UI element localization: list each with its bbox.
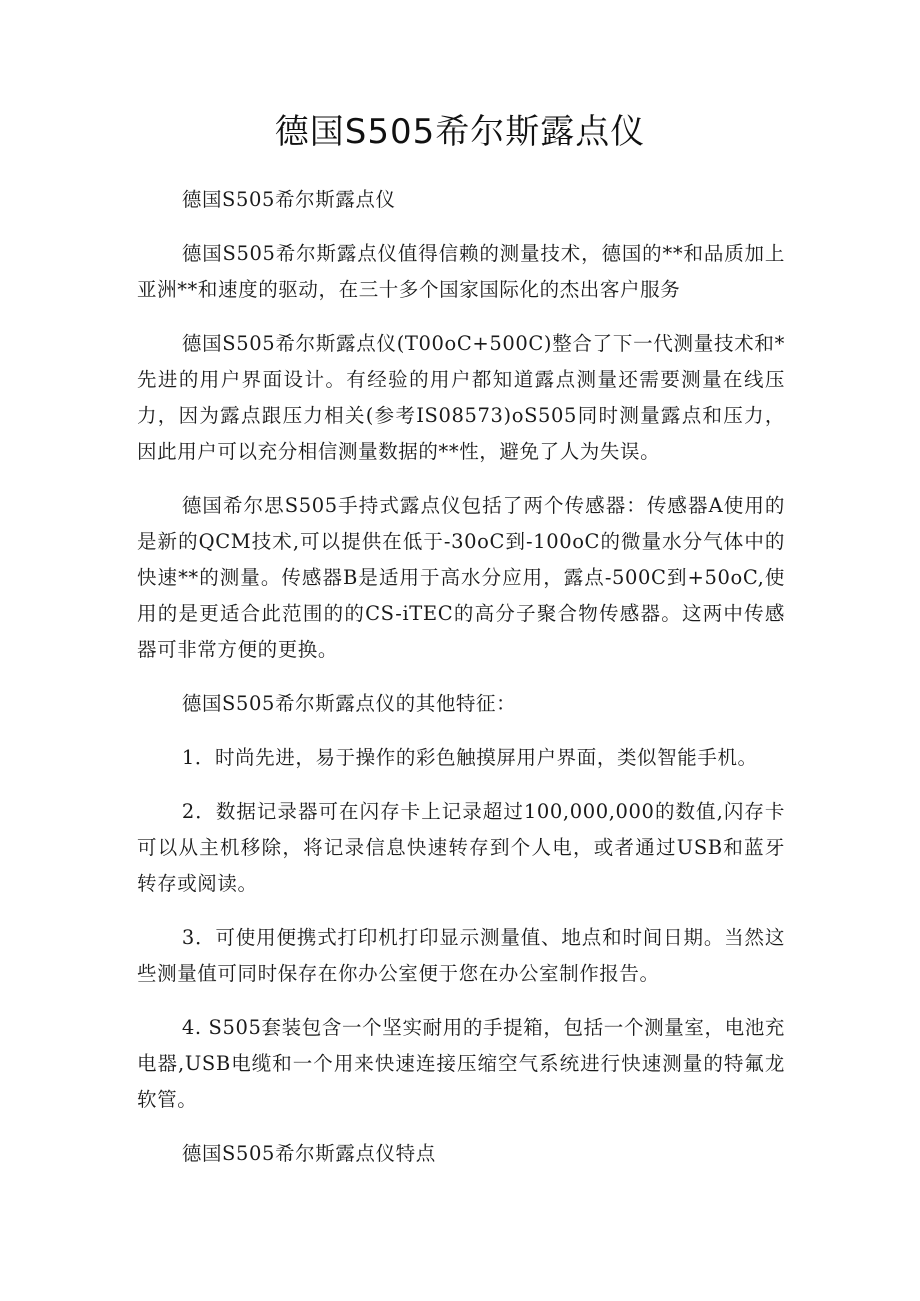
paragraph-characteristics-heading: 德国S505希尔斯露点仪特点 <box>181 1142 436 1165</box>
paragraph-heading: 德国S505希尔斯露点仪 <box>181 188 396 211</box>
paragraph-intro: 德国S505希尔斯露点仪值得信赖的测量技术，德国的**和品质加上亚洲**和速度的驱动，在三十多个国家国际化的杰出客户服务 <box>137 242 785 301</box>
paragraph-features-heading: 德国S505希尔斯露点仪的其他特征： <box>181 692 517 715</box>
list-item-feature-3: 3．可使用便携式打印机打印显示测量值、地点和时间日期。当然这些测量值可同时保存在你办公室便于您在办公室制作报告。 <box>137 926 785 985</box>
paragraph-sensors: 德国希尔思S505手持式露点仪包括了两个传感器：传感器A使用的是新的QCM技术,可以提供在低于-30oC到-100oC的微量水分气体中的快速**的测量。传感器B是适用于高水分应用，露点-500C到+50oC,使用的是更适合此范围的的CS-iTEC的高分子聚合物传感器。这两中传感器可非常方便的更换。 <box>137 494 785 661</box>
list-item-feature-1: 1．时尚先进，易于操作的彩色触摸屏用户界面，类似智能手机。 <box>181 746 758 769</box>
document-body <box>137 182 785 1190</box>
list-item-feature-2: 2．数据记录器可在闪存卡上记录超过100,000,000的数值,闪存卡可以从主机移除，将记录信息快速转存到个人电，或者通过USB和蓝牙转存或阅读。 <box>137 800 785 895</box>
paragraph-technology: 德国S505希尔斯露点仪(T00oC+500C)整合了下一代测量技术和*先进的用户界面设计。有经验的用户都知道露点测量还需要测量在线压力，因为露点跟压力相关(参考IS08573)oS505同时测量露点和压力，因此用户可以充分相信测量数据的**性，避免了人为失误。 <box>137 332 785 463</box>
document-title: 德国S505希尔斯露点仪 <box>274 112 646 152</box>
list-item-feature-4: 4. S505套装包含一个坚实耐用的手提箱，包括一个测量室，电池充电器,USB电缆和一个用来快速连接压缩空气系统进行快速测量的特氟龙软管。 <box>137 1016 785 1111</box>
